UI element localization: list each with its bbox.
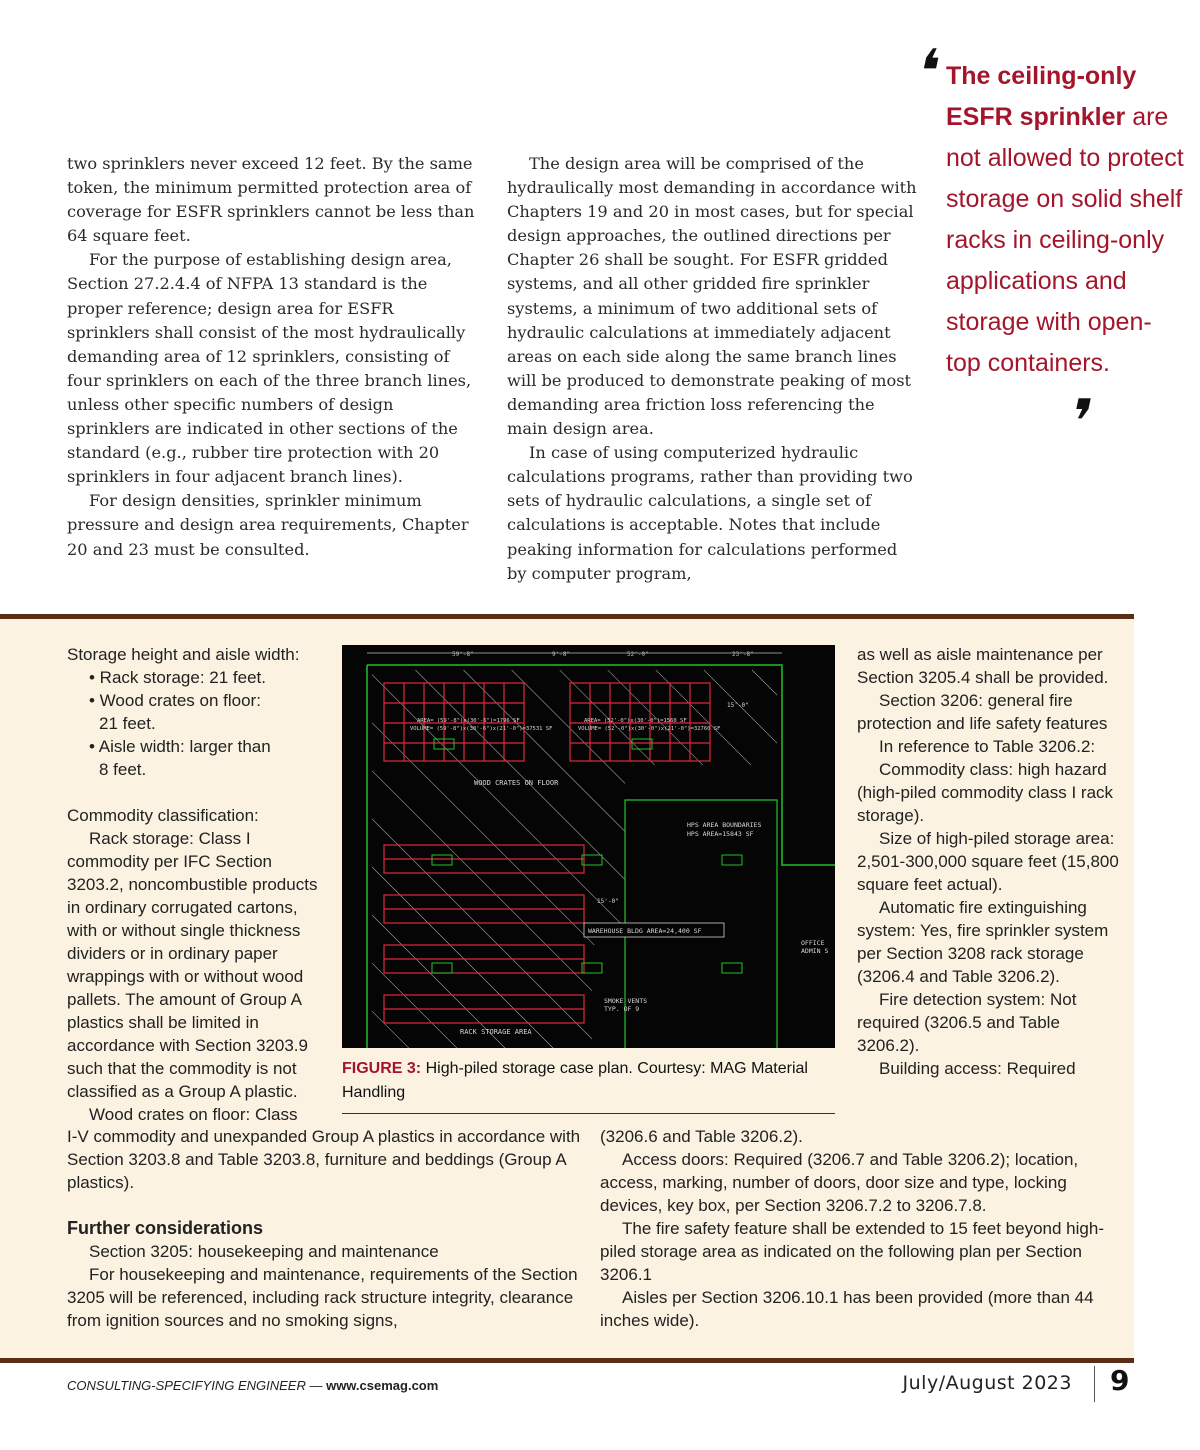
paragraph: Fire detection system: Not required (3206.5 and Table 3206.2).: [857, 990, 1077, 1055]
page-number: 9: [1110, 1364, 1130, 1397]
sidebar-box: [0, 614, 1134, 1363]
paragraph: For design densities, sprinkler minimum pressure and design area requirements, Chapter 20 and 23 must be consulted.: [67, 491, 469, 559]
figure-plan-drawing: [342, 645, 835, 1048]
cad-plan: [342, 645, 835, 1048]
footer-publication: [67, 1378, 438, 1393]
pull-quote-text: are not allowed to protect storage on solid shelf racks in ceiling-only applications and storage with open-top containers.: [946, 103, 1184, 377]
paragraph: Size of high-piled storage area: 2,501-300,000 square feet (15,800 square feet actual).: [857, 829, 1119, 894]
paragraph: Access doors: Required (3206.7 and Table 3206.2); location, access, marking, number of doors, door size and type, locking devices, key box, per Section 3206.7.2 to 3206.7.8.: [600, 1150, 1079, 1215]
volume-label-2: VOLUME= (52'-0")x(30'-0")x(21'-0")=32760 SF: [578, 726, 721, 732]
smoke-vents-label-2: TYP. OF 9: [604, 1005, 640, 1013]
hps-label-1: HPS AREA BOUNDARIES: [687, 821, 762, 829]
paragraph: The design area will be comprised of the hydraulically most demanding in accordance with Chapters 19 and 20 in most cases, but for special design approaches, the outlined directions per Chapter 26 shall be sought. For ESFR gridded systems, and all other gridded fire sprinkler systems, a minimum of two additional sets of hydraulic calculations at immediately adjacent areas on each side along the same branch lines will be produced to demonstrate peaking of most demanding area friction loss referencing the main design area.: [507, 154, 917, 439]
footer-divider: [1094, 1366, 1095, 1402]
article-column-1: [67, 152, 477, 562]
dim-label: 15'-0": [727, 702, 749, 709]
publication-name: CONSULTING-SPECIFYING ENGINEER: [67, 1378, 306, 1393]
paragraph: Automatic fire extinguishing system: Yes, fire sprinkler system per Section 3208 rack storage (3206.4 and Table 3206.2).: [857, 898, 1109, 986]
wood-crates-text: Wood crates on floor: Class: [89, 1105, 298, 1124]
office-label-1: OFFICE: [801, 939, 825, 947]
rack-storage-label: RACK STORAGE AREA: [460, 1028, 532, 1036]
commodity-heading: Commodity classification:: [67, 806, 259, 825]
caption-label: FIGURE 3:: [342, 1060, 422, 1077]
dim-label: 23'-8": [732, 651, 754, 658]
area-label-1: AREA= (59'-8")x(30'-6")=1796 SF: [417, 718, 520, 724]
paragraph: The fire safety feature shall be extended to 15 feet beyond high-piled storage area as indicated on the following plan per Section 3206.1: [600, 1219, 1104, 1284]
quote-open-icon: ❛: [910, 37, 947, 107]
bullet-aisle: • Aisle width: larger than: [89, 737, 271, 756]
bullet-crates-cont: 21 feet.: [99, 714, 156, 733]
quote-close-icon: ❜: [1062, 387, 1099, 457]
commodity-text: Rack storage: Class I commodity per IFC Section 3203.2, noncombustible products in ordinary corrugated cartons, with or without single thickness dividers or in ordinary paper wrappings with or without wood pallets. The amount of Group A plastics shall be limited in accordance with Section 3203.9 such that the commodity is not classified as a Group A plastic.: [67, 829, 318, 1101]
storage-heading: Storage height and aisle width:: [67, 645, 300, 664]
paragraph: In case of using computerized hydraulic calculations programs, rather than providing two sets of hydraulic calculations, a single set of calculations is acceptable. Notes that include peaking information for calculations performed by computer program,: [507, 443, 913, 583]
pull-quote: [946, 56, 1186, 384]
paragraph: Section 3205: housekeeping and maintenance: [89, 1242, 439, 1261]
area-label-2: AREA= (52'-0")x(30'-0")=1560 SF: [584, 718, 687, 724]
bullet-rack: • Rack storage: 21 feet.: [89, 668, 266, 687]
hps-label-2: HPS AREA=15843 SF: [687, 830, 754, 838]
dim-label: 15'-0": [597, 898, 619, 905]
dim-label: 59'-8": [452, 651, 474, 658]
caption-text: High-piled storage case plan. Courtesy: MAG Material Handling: [342, 1060, 808, 1101]
paragraph: In reference to Table 3206.2:: [879, 737, 1096, 756]
pull-quote-bold: The ceiling-only ESFR sprinkler: [946, 62, 1137, 131]
office-label-2: ADMIN S: [801, 947, 829, 955]
footer-url[interactable]: www.csemag.com: [326, 1378, 439, 1393]
further-considerations-heading: Further considerations: [67, 1218, 264, 1238]
volume-label-1: VOLUME= (59'-8")x(30'-6")x(21'-0")=37531 SF: [410, 726, 553, 732]
paragraph: Section 3206: general fire protection and life safety features: [857, 691, 1108, 733]
bullet-crates: • Wood crates on floor:: [89, 691, 261, 710]
sidebar-right-column: [857, 643, 1119, 1080]
wood-crates-label: WOOD CRATES ON FLOOR: [474, 779, 559, 787]
paragraph: two sprinklers never exceed 12 feet. By the same token, the minimum permitted protection area of coverage for ESFR sprinklers cannot be less than 64 square feet.: [67, 154, 475, 246]
sidebar-bottom-left: [67, 1125, 587, 1332]
dim-label: 52'-0": [627, 651, 649, 658]
footer-separator: —: [305, 1378, 327, 1393]
paragraph: Building access: Required: [879, 1059, 1076, 1078]
sidebar-left-column: [67, 643, 327, 1126]
paragraph: I-V commodity and unexpanded Group A plastics in accordance with Section 3203.8 and Table 3203.8, furniture and beddings (Group A plastics).: [67, 1127, 581, 1192]
paragraph: Aisles per Section 3206.10.1 has been provided (more than 44 inches wide).: [600, 1288, 1094, 1330]
paragraph: (3206.6 and Table 3206.2).: [600, 1127, 803, 1146]
smoke-vents-label-1: SMOKE VENTS: [604, 997, 648, 1005]
figure-caption: [342, 1057, 835, 1114]
paragraph: For housekeeping and maintenance, requirements of the Section 3205 will be referenced, including rack structure integrity, clearance from ignition sources and no smoking signs,: [67, 1265, 578, 1330]
paragraph: For the purpose of establishing design area, Section 27.2.4.4 of NFPA 13 standard is the proper reference; design area for ESFR sprinklers shall consist of the most hydraulically demanding area of 12 sprinklers, consisting of four sprinklers on each of the three branch lines, unless other specific numbers of design sprinklers are indicated in other sections of the standard (e.g., rubber tire protection with 20 sprinklers in four adjacent branch lines).: [67, 250, 472, 487]
paragraph: Commodity class: high hazard (high-piled commodity class I rack storage).: [857, 760, 1114, 825]
dim-label: 9'-8": [552, 651, 571, 658]
sidebar-bottom-right: [600, 1125, 1120, 1332]
paragraph: as well as aisle maintenance per Section 3205.4 shall be provided.: [857, 645, 1109, 687]
footer-date: July/August 2023: [902, 1372, 1072, 1394]
warehouse-label: WAREHOUSE BLDG AREA=24,400 SF: [588, 927, 702, 935]
article-column-2: [507, 152, 917, 586]
bullet-aisle-cont: 8 feet.: [99, 760, 147, 779]
